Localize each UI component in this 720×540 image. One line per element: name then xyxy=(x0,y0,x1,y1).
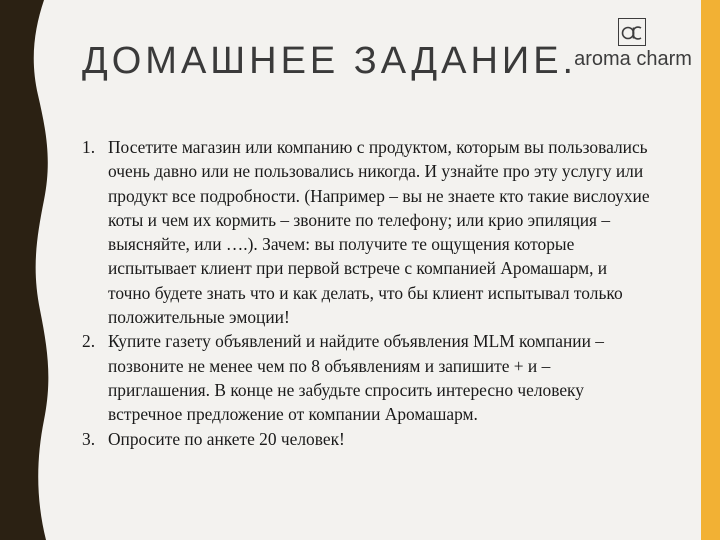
task-item xyxy=(82,135,652,329)
homework-task-list xyxy=(82,135,652,451)
aroma-charm-logo xyxy=(566,18,700,74)
logo-wordmark: aroma charm xyxy=(574,48,692,70)
task-item xyxy=(82,329,652,426)
right-accent-bar xyxy=(701,0,720,540)
task-number: 1. xyxy=(82,137,96,157)
task-number: 3. xyxy=(82,428,96,449)
left-wavy-stripe xyxy=(0,0,56,540)
logo-monogram-icon xyxy=(618,18,646,46)
task-text: Купите газету объявлений и найдите объявления MLM компании – позвоните не менее чем по 8 объявлениям и запишите + и – приглашения. В конце не забудьте спросить интересно человеку встречное предложение от компании Аромашарм. xyxy=(108,331,604,425)
slide-title: ДОМАШНЕЕ ЗАДАНИЕ. xyxy=(82,40,578,82)
task-text: Опросите по анкете 20 человек! xyxy=(108,428,345,449)
task-number: 2. xyxy=(82,331,96,352)
task-text: Посетите магазин или компанию с продуктом, которым вы пользовались очень давно или не пользовались никогда. И узнайте про эту услугу или продукт все подробности. (Например – вы не знаете кто такие вислоухие коты и чем их кормить – звоните по телефону; или крио эпиляция – выясняйте, или ….). Зачем: вы получите те ощущения которые испытывает клиент при первой встрече с компанией Аромашарм, и точно будете знать что и как делать, что бы клиент испытывал только положительные эмоции! xyxy=(108,137,650,328)
task-item xyxy=(82,427,652,451)
